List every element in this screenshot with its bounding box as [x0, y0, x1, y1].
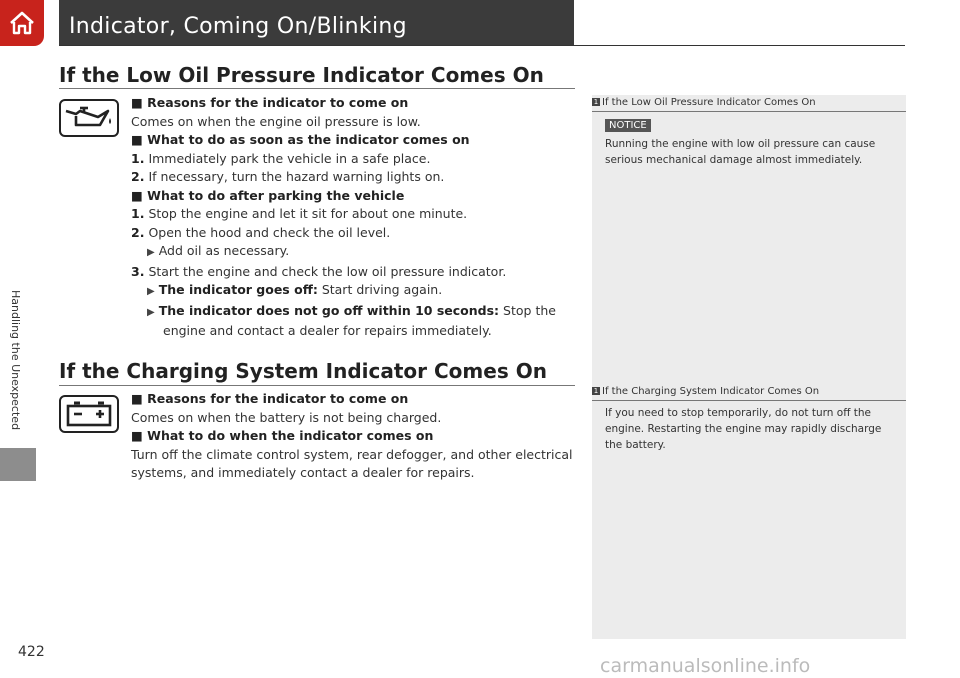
oil-section-body: ■ Reasons for the indicator to come on Comes on when the engine oil pressure is low. ■ What to do as soon as the indicator comes on 1. Immediately park the vehicle in a safe place. 2. If necessary, turn the hazard warning lights on. ■ What to do after parking the vehicle 1. Stop the engine and let it sit for about one minute. 2. Open the hood and check the oil level. ▶ Add oil as necessary. 3. Start the engine and check the low oil pressure indicator. ▶ The indicator goes off: Start driving again. ▶ The indicator does not go off within 10 seconds: Stop the engine and contact a dealer for repairs immediately. — [131, 95, 556, 338]
reference-icon: 1 — [593, 98, 599, 106]
page-title-bar — [59, 0, 574, 46]
page-number: 422 — [18, 644, 45, 660]
notice-badge: NOTICE — [605, 119, 651, 132]
section-heading-oil: If the Low Oil Pressure Indicator Comes On — [59, 63, 544, 87]
reference-icon: 1 — [593, 387, 599, 395]
title-divider — [59, 45, 905, 46]
section-heading-charging: If the Charging System Indicator Comes On — [59, 359, 547, 383]
arrow-icon: ▶ — [147, 286, 155, 297]
section-divider — [59, 88, 575, 89]
watermark: carmanualsonline.info — [600, 655, 811, 677]
side-tab-marker[interactable] — [0, 448, 36, 481]
note-heading-charging: 1 If the Charging System Indicator Comes On — [592, 386, 906, 401]
side-notes-panel — [592, 95, 906, 639]
side-tab-label: Handling the Unexpected — [9, 290, 22, 431]
arrow-icon: ▶ — [147, 306, 155, 318]
note-heading-oil: 1 If the Low Oil Pressure Indicator Comes On — [592, 97, 906, 112]
battery-icon — [59, 395, 119, 433]
home-icon — [8, 10, 36, 36]
home-button[interactable] — [0, 0, 44, 46]
oil-pressure-icon — [59, 99, 119, 137]
arrow-icon: ▶ — [147, 247, 155, 258]
note-text-charging: If you need to stop temporarily, do not turn off the engine. Restarting the engine may rapidly discharge the battery. — [605, 407, 882, 451]
section-divider — [59, 385, 575, 386]
charging-section-body: ■ Reasons for the indicator to come on Comes on when the battery is not being charged. ■ What to do when the indicator comes on Turn off the climate control system, rear defogger, and other electrical systems, and immediately contact a dealer for repairs. — [131, 391, 573, 480]
page-title: Indicator, Coming On/Blinking — [69, 14, 407, 39]
note-text-oil: Running the engine with low oil pressure can cause serious mechanical damage almost immediately. — [605, 138, 876, 166]
